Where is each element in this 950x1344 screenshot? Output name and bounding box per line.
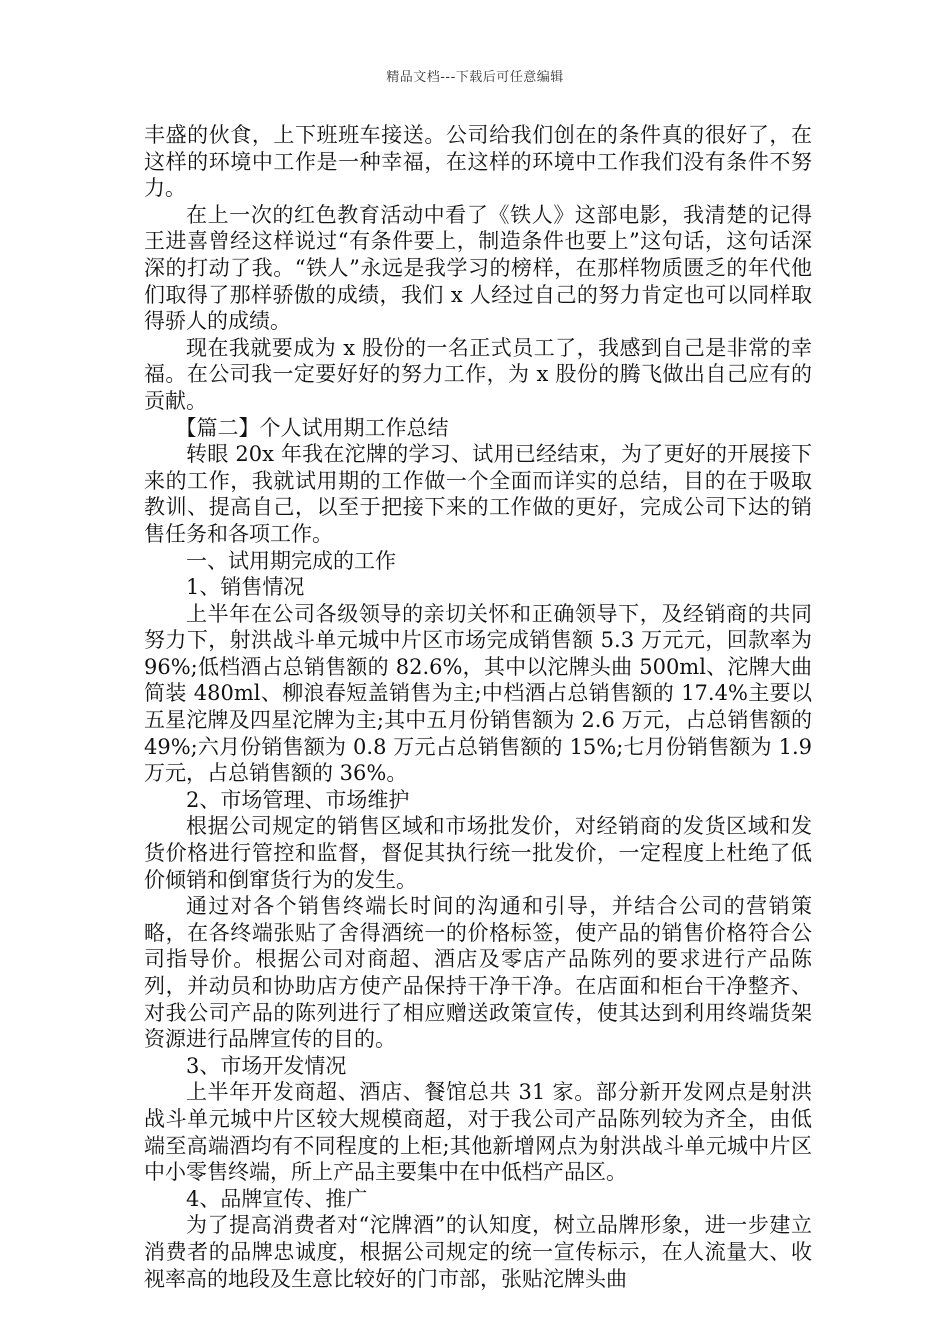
subsection-heading: 1、销售情况	[186, 575, 305, 600]
paragraph: 通过对各个销售终端长时间的沟通和引导，并结合公司的营销策略，在各终端张贴了舍得酒统一的价格标签，使产品的销售价格符合公司指导价。根据公司对商超、酒店及零店产品陈列的要求进行产品陈列，并动员和协助店方使产品保持干净干净。在店面和柜台干净整齐、对我公司产品的陈列进行了相应赠送政策宣传，使其达到利用终端货架资源进行品牌宣传的目的。	[144, 894, 812, 1052]
section-title: 【篇二】个人试用期工作总结	[175, 415, 449, 440]
paragraph: 上半年在公司各级领导的亲切关怀和正确领导下，及经销商的共同努力下，射洪战斗单元城中片区市场完成销售额 5.3 万元元，回款率为 96%;低档酒占总销售额的 82.6%，其中以沱牌头曲 500ml、沱牌大曲简装 480ml、柳浪春短盖销售为主;中档酒占总销售额的 17.4%主要以五星沱牌及四星沱牌为主;其中五月份销售额为 2.6 万元，占总销售额的 49%;六月份销售额为 0.8 万元占总销售额的 15%;七月份销售额为 1.9 万元，占总销售额的 36%。	[144, 601, 812, 786]
paragraph: 根据公司规定的销售区域和市场批发价，对经销商的发货区域和发货价格进行管控和监督，督促其执行统一批发价，一定程度上杜绝了低价倾销和倒窜货行为的发生。	[144, 814, 812, 892]
paragraph: 在上一次的红色教育活动中看了《铁人》这部电影，我清楚的记得王进喜曾经这样说过“有条件要上，制造条件也要上”这句话，这句话深深的打动了我。“铁人”永远是我学习的榜样，在那样物质匮乏的年代他们取得了那样骄傲的成绩，我们 x 人经过自己的努力肯定也可以同样取得骄人的成绩。	[144, 202, 812, 334]
document-body	[144, 122, 812, 1292]
paragraph: 现在我就要成为 x 股份的一名正式员工了，我感到自己是非常的幸福。在公司我一定要好好的努力工作，为 x 股份的腾飞做出自己应有的贡献。	[144, 335, 812, 413]
subsection-heading: 2、市场管理、市场维护	[186, 787, 410, 812]
paragraph: 丰盛的伙食，上下班班车接送。公司给我们创在的条件真的很好了，在这样的环境中工作是一种幸福，在这样的环境中工作我们没有条件不努力。	[144, 123, 812, 201]
subsection-heading: 4、品牌宣传、推广	[186, 1186, 368, 1211]
paragraph: 为了提高消费者对“沱牌酒”的认知度，树立品牌形象，进一步建立消费者的品牌忠诚度，根据公司规定的统一宣传标示，在人流量大、收视率高的地段及生意比较好的门市部，张贴沱牌头曲	[144, 1213, 812, 1291]
paragraph: 转眼 20x 年我在沱牌的学习、试用已经结束，为了更好的开展接下来的工作，我就试用期的工作做一个全面而详实的总结，目的在于吸取教训、提高自己，以至于把接下来的工作做的更好，完成公司下达的销售任务和各项工作。	[144, 442, 812, 546]
subsection-heading: 3、市场开发情况	[186, 1053, 347, 1078]
section-heading: 一、试用期完成的工作	[186, 548, 396, 573]
paragraph: 上半年开发商超、酒店、餐馆总共 31 家。部分新开发网点是射洪战斗单元城中片区较大规模商超，对于我公司产品陈列较为齐全，由低端至高端酒均有不同程度的上柜;其他新增网点为射洪战斗单元城中片区中小零售终端，所上产品主要集中在中低档产品区。	[144, 1080, 812, 1185]
page-header: 精品文档---下载后可任意编辑	[386, 70, 564, 85]
